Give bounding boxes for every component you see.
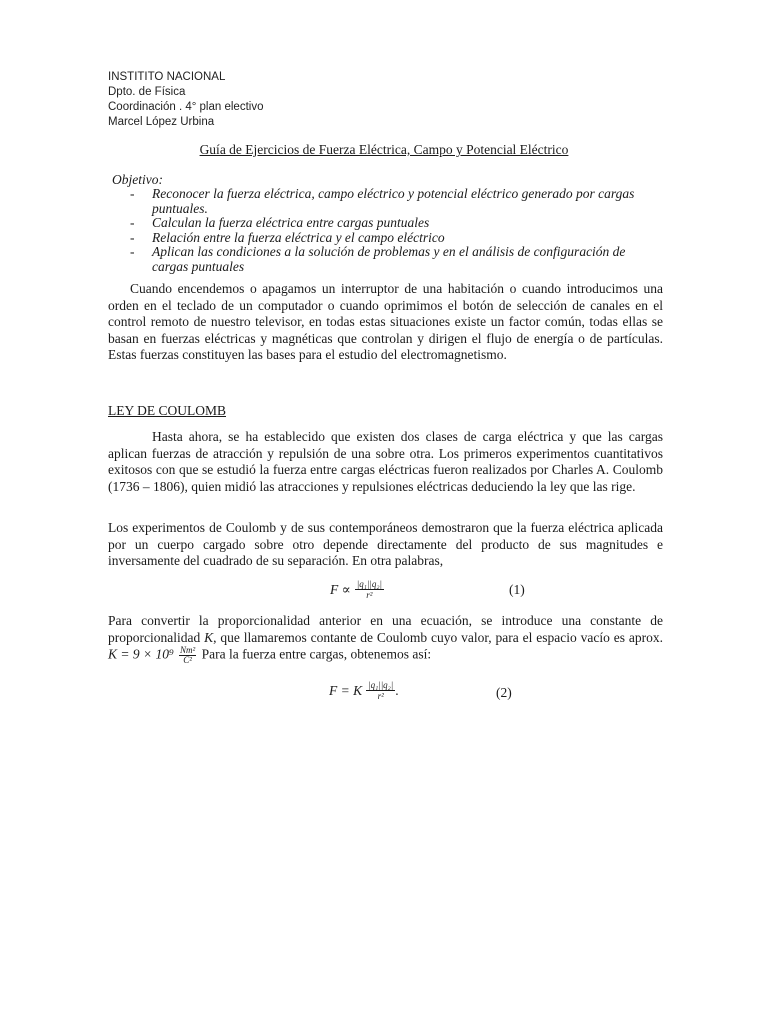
header-institution: INSTITITO NACIONAL xyxy=(108,71,226,83)
equation-1-numerator: |q₁||q₂| xyxy=(356,579,382,589)
objective-list xyxy=(130,187,660,274)
coulomb-paragraph-1: Hasta ahora, se ha establecido que existen dos clases de carga eléctrica y que las cargas aplican fuerzas de atracción y repulsión de una sobre otra. Los primeros experimentos cuantitativos exitosos con que se estudió la fuerza entre cargas eléctricas fueron realizados por Charles A. Coulomb (1736 – 1806), quien midió las atracciones y repulsiones eléctricas deduciendo la ley que las rige. xyxy=(108,429,663,494)
objective-item: - Relación entre la fuerza eléctrica y el campo eléctrico xyxy=(130,231,660,246)
objective-item: - Aplican las condiciones a la solución de problemas y en el análisis de configuración de cargas puntuales xyxy=(130,245,660,274)
objective-label: Objetivo: xyxy=(112,172,163,187)
header-department: Dpto. de Física xyxy=(108,86,186,98)
objective-item: - Calculan la fuerza eléctrica entre cargas puntuales xyxy=(130,216,660,231)
constant-units-numerator: Nm² xyxy=(180,645,196,655)
paragraph-3-mid: , que llamaremos contante de Coulomb cuyo valor, para el espacio vacío es aprox. xyxy=(213,629,664,645)
paragraph-3-after: Para la fuerza entre cargas, obtenemos así: xyxy=(201,646,432,662)
intro-paragraph: Cuando encendemos o apagamos un interruptor de una habitación o cuando introducimos una orden en el teclado de un computador o cuando oprimimos el botón de selección de canales en el control remoto de nuestro televisor, en todas estas situaciones existe un factor común, todas ellas se basan en fuerzas eléctricas y magnéticas que controlan y dirigen el flujo de energía o de partículas. Estas fuerzas constituyen las bases para el estudio del electromagnetismo. xyxy=(108,281,663,362)
equation-2-trail: . xyxy=(395,682,399,698)
equation-1-denominator: r² xyxy=(366,590,373,600)
document-title: Guía de Ejercicios de Fuerza Eléctrica, Campo y Potencial Eléctrico xyxy=(199,142,569,157)
equation-2-fraction xyxy=(366,680,395,701)
equation-1-lhs: F ∝ xyxy=(330,581,351,597)
equation-2-denominator: r² xyxy=(377,691,384,701)
paragraph-3-k-symbol: K xyxy=(204,629,214,645)
equation-2-numerator: |q₁||q₂| xyxy=(368,680,394,690)
header-author: Marcel López Urbina xyxy=(108,116,215,128)
coulomb-constant-value: K = 9 × 10⁹ xyxy=(108,646,174,662)
section-title-coulomb: LEY DE COULOMB xyxy=(108,403,226,418)
paragraph-3-before: Para convertir la proporcionalidad anterior en una ecuación, se introduce una constante de proporcionalidad xyxy=(108,613,663,645)
equation-2-number: (2) xyxy=(496,685,512,700)
document-header xyxy=(108,70,263,130)
constant-units-denominator: C² xyxy=(183,655,192,665)
coulomb-paragraph-3 xyxy=(108,613,663,665)
equation-1-number: (1) xyxy=(509,582,525,597)
header-coordination: Coordinación . 4° plan electivo xyxy=(108,101,264,113)
equation-1-fraction xyxy=(355,579,384,600)
coulomb-constant-units xyxy=(179,646,196,665)
equation-2-lhs: F = K xyxy=(329,682,363,698)
equation-2 xyxy=(329,680,399,701)
objective-item: - Reconocer la fuerza eléctrica, campo eléctrico y potencial eléctrico generado por cargas puntuales. xyxy=(130,187,660,216)
coulomb-paragraph-2: Los experimentos de Coulomb y de sus contemporáneos demostraron que la fuerza eléctrica aplicada por un cuerpo cargado sobre otro depende directamente del producto de sus magnitudes e inversamente del cuadrado de su separación. En otra palabras, xyxy=(108,520,663,568)
equation-1 xyxy=(330,579,384,600)
